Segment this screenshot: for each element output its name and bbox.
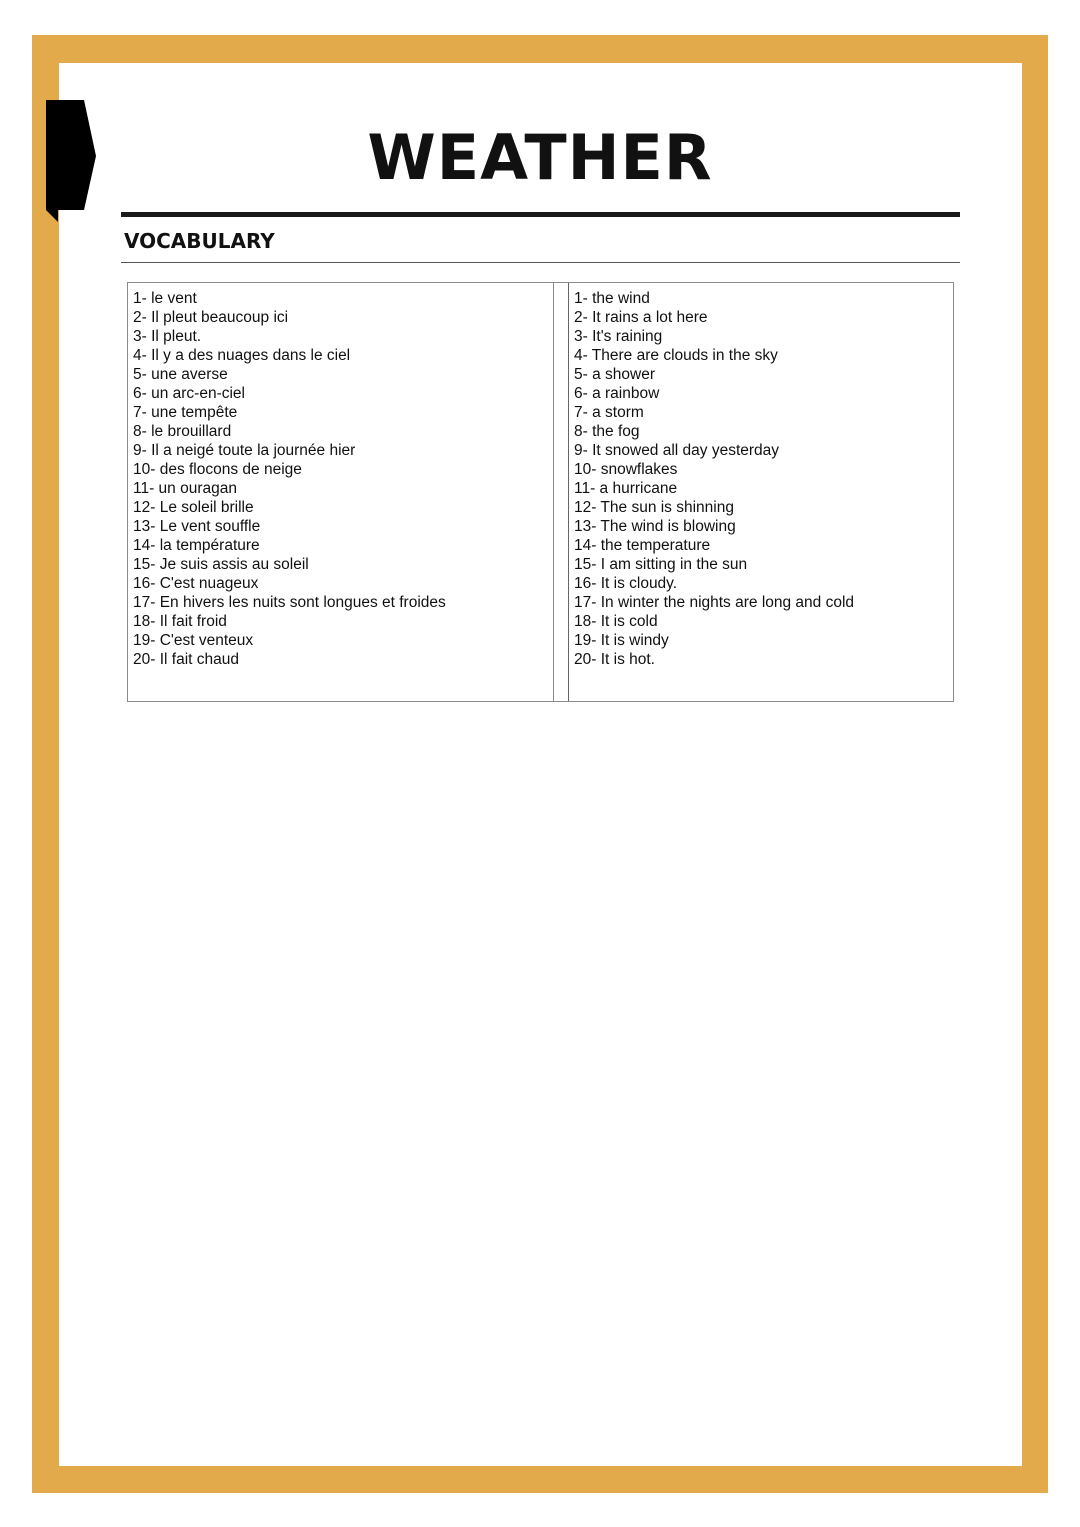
french-term: 3- Il pleut. [133, 328, 202, 345]
french-term: 5- une averse [133, 366, 228, 383]
english-term: 15- I am sitting in the sun [574, 556, 748, 573]
english-term: 13- The wind is blowing [574, 518, 736, 535]
french-term: 10- des flocons de neige [133, 461, 302, 478]
page-sheet [59, 63, 1022, 1466]
french-column [128, 283, 554, 701]
english-term: 10- snowflakes [574, 461, 678, 478]
english-term: 2- It rains a lot here [574, 309, 708, 326]
vocabulary-table [127, 282, 954, 702]
title-divider [121, 212, 960, 217]
french-term: 7- une tempête [133, 404, 238, 421]
french-term: 18- Il fait froid [133, 613, 227, 630]
french-term: 16- C'est nuageux [133, 575, 259, 592]
english-term: 3- It's raining [574, 328, 663, 345]
english-term: 5- a shower [574, 366, 655, 383]
english-term: 7- a storm [574, 404, 644, 421]
french-term: 19- C'est venteux [133, 632, 254, 649]
french-term: 15- Je suis assis au soleil [133, 556, 309, 573]
french-term: 13- Le vent souffle [133, 518, 261, 535]
english-column [568, 283, 954, 701]
english-term: 20- It is hot. [574, 651, 655, 668]
french-term: 4- Il y a des nuages dans le ciel [133, 347, 351, 364]
french-term: 6- un arc-en-ciel [133, 385, 245, 402]
english-term: 6- a rainbow [574, 385, 660, 402]
french-term: 8- le brouillard [133, 423, 232, 440]
english-term: 14- the temperature [574, 537, 711, 554]
english-term: 1- the wind [574, 290, 650, 307]
english-term: 18- It is cold [574, 613, 658, 630]
french-term: 12- Le soleil brille [133, 499, 254, 516]
french-term: 9- Il a neigé toute la journée hier [133, 442, 356, 459]
english-term: 9- It snowed all day yesterday [574, 442, 780, 459]
english-term: 8- the fog [574, 423, 640, 440]
english-term: 11- a hurricane [574, 480, 678, 497]
section-heading: VOCABULARY [124, 229, 275, 253]
french-term: 1- le vent [133, 290, 197, 307]
english-term: 12- The sun is shinning [574, 499, 734, 516]
french-term: 20- Il fait chaud [133, 651, 239, 668]
english-term: 4- There are clouds in the sky [574, 347, 778, 364]
column-divider [553, 283, 554, 701]
english-term: 19- It is windy [574, 632, 669, 649]
page-title: WEATHER [367, 121, 713, 194]
french-term: 17- En hivers les nuits sont longues et froides [133, 594, 446, 611]
french-term: 11- un ouragan [133, 480, 237, 497]
english-term: 16- It is cloudy. [574, 575, 678, 592]
french-term: 2- Il pleut beaucoup ici [133, 309, 289, 326]
english-term: 17- In winter the nights are long and cold [574, 594, 855, 611]
section-divider [121, 262, 960, 263]
french-term: 14- la température [133, 537, 260, 554]
